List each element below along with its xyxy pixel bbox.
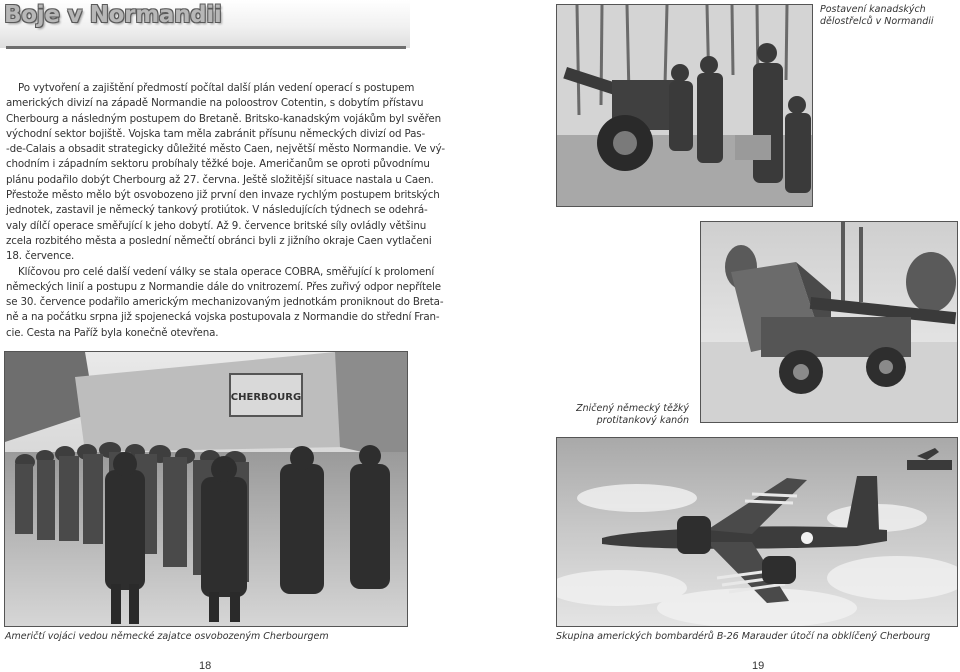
article-line: -de-Calais a obsadit strategicky důležité město Caen, největší město Normandie. Ve vý- <box>6 143 445 156</box>
article-line: východní sektor bojiště. Vojska tam měla zabránit přísunu německých divizí od Pas- <box>6 127 426 140</box>
prisoners-caption: Američtí vojáci vedou německé zajatce osvobozeným Cherbourgem <box>5 631 329 642</box>
article-line: Klíčovou pro celé další vedení války se stala operace COBRA, směřující k prolomení <box>18 265 435 278</box>
article-line: zcela rozbitého města a poslední němečtí obránci byli z jižního okraje Caen vytlačeni <box>6 234 432 247</box>
article-text <box>6 81 445 341</box>
canadian-gunners-caption: Postavení kanadských dělostřelců v Normandii <box>820 4 934 27</box>
bombers-caption: Skupina amerických bombardérů B-26 Marauder útočí na obklíčený Cherbourg <box>556 631 931 642</box>
article-line: se 30. července podařilo americkým mechanizovaným jednotkám proniknout do Breta- <box>6 296 444 309</box>
prisoners-photo <box>4 351 408 627</box>
article-line: jednotek, zastavil je německý tankový protiútok. V následujících týdnech se odehrá- <box>6 204 428 217</box>
destroyed-gun-photo <box>700 221 958 423</box>
article-line: ně a na počátku srpna již spojenecká vojska postupovala z Normandie do střední Fran- <box>6 311 440 324</box>
page-number-left: 18 <box>199 660 212 672</box>
article-line: valy dílčí operace směřující k jeho dobytí. Až 9. července britské síly ovládly většinu <box>6 219 427 232</box>
article-line: Cherbourg a následným postupem do Bretaně. Britsko-kanadským vojákům byl svěřen <box>6 112 441 125</box>
article-line: Přestože město mělo být osvobozeno již první den invaze rychlým postupem britských <box>6 189 440 202</box>
article-line: 18. července. <box>6 250 75 263</box>
page-title: Boje v Normandii <box>4 2 222 28</box>
article-line: Po vytvoření a zajištění předmostí počítal další plán vedení operací s postupem <box>18 82 415 94</box>
canadian-gunners-photo <box>556 4 813 207</box>
page-number-right: 19 <box>752 660 765 672</box>
bombers-photo <box>556 437 958 627</box>
article-line: plánu podařilo dobýt Cherbourg až 27. června. Ještě složitější situace nastala u Caen. <box>6 173 434 186</box>
article-line: chodním i západním sektoru probíhaly těžké boje. Američanům se oproti původnímu <box>6 158 430 171</box>
article-line: německých linií a postupu z Normandie dále do vnitrozemí. Přes zuřivý odpor nepřítele <box>6 280 441 293</box>
cherbourg-sign-text: CHERBOURG <box>230 392 302 403</box>
title-rule <box>6 46 406 49</box>
article-line: amerických divizí na západě Normandie na poloostrov Cotentin, s dobytím přístavu <box>6 97 424 110</box>
destroyed-gun-caption: Zničený německý těžký protitankový kanón <box>576 403 689 426</box>
article-line: cie. Cesta na Paříž byla konečně otevřena. <box>6 326 219 339</box>
